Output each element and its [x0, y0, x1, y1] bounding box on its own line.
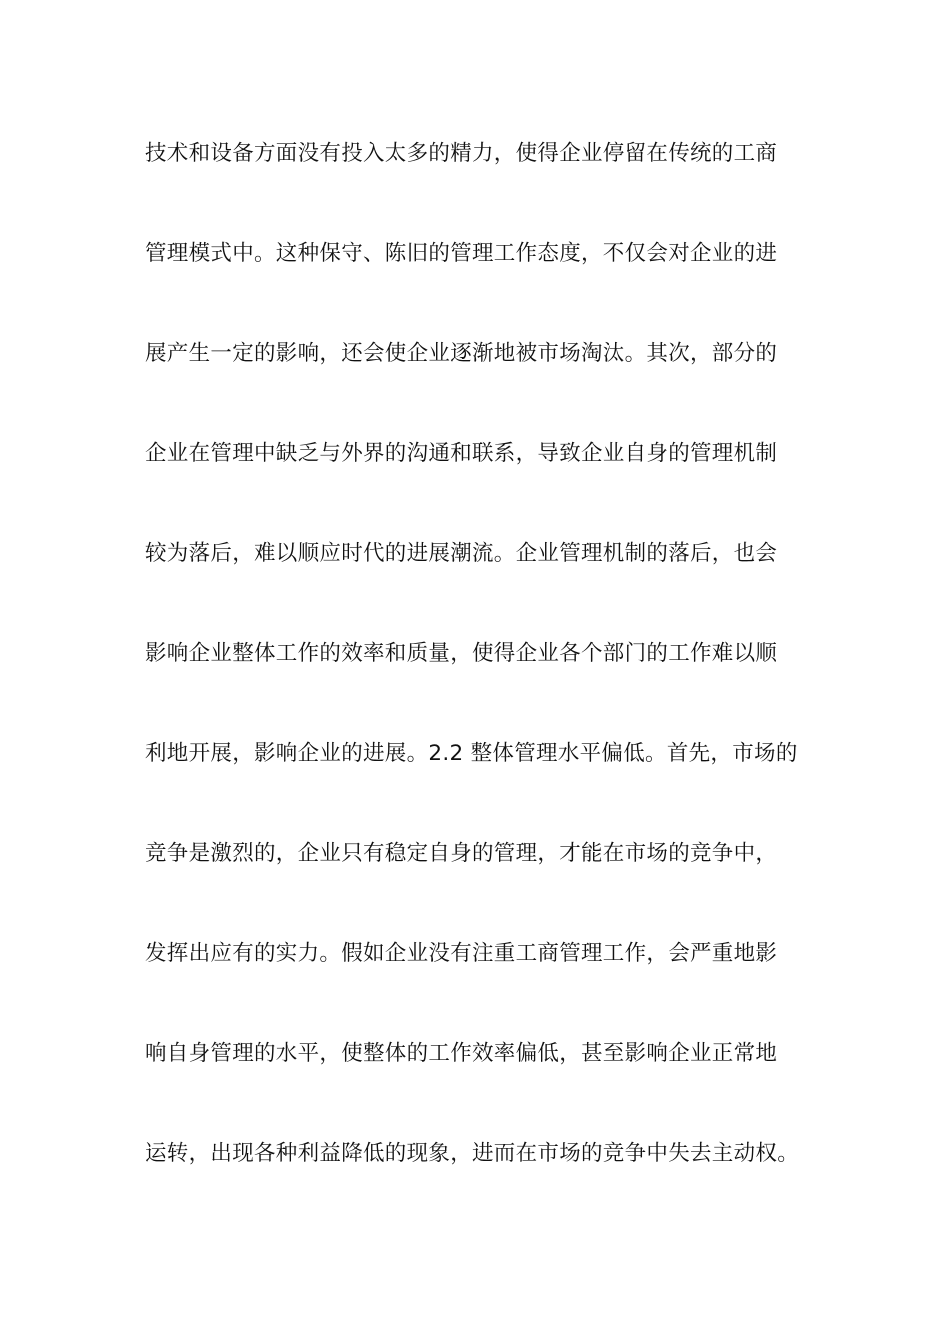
- text-line: 展产生一定的影响，还会使企业逐渐地被市场淘汰。其次，部分的: [145, 341, 778, 366]
- text-line: 技术和设备方面没有投入太多的精力，使得企业停留在传统的工商: [145, 141, 778, 166]
- text-line: 发挥出应有的实力。假如企业没有注重工商管理工作，会严重地影: [145, 941, 778, 966]
- text-line: 竞争是激烈的，企业只有稳定自身的管理，才能在市场的竞争中，: [145, 841, 778, 866]
- text-line: 企业在管理中缺乏与外界的沟通和联系，导致企业自身的管理机制: [145, 441, 778, 466]
- text-line: 管理模式中。这种保守、陈旧的管理工作态度，不仅会对企业的进: [145, 241, 778, 266]
- text-line: 响自身管理的水平，使整体的工作效率偏低，甚至影响企业正常地: [145, 1041, 778, 1066]
- body-paragraph: [145, 128, 825, 1228]
- text-line: 影响企业整体工作的效率和质量，使得企业各个部门的工作难以顺: [145, 641, 778, 666]
- text-line: 利地开展，影响企业的进展。2.2 整体管理水平偏低。首先，市场的: [145, 741, 798, 766]
- text-line: 较为落后，难以顺应时代的进展潮流。企业管理机制的落后，也会: [145, 541, 778, 566]
- text-line: 运转，出现各种利益降低的现象，进而在市场的竞争中失去主动权。: [145, 1141, 800, 1166]
